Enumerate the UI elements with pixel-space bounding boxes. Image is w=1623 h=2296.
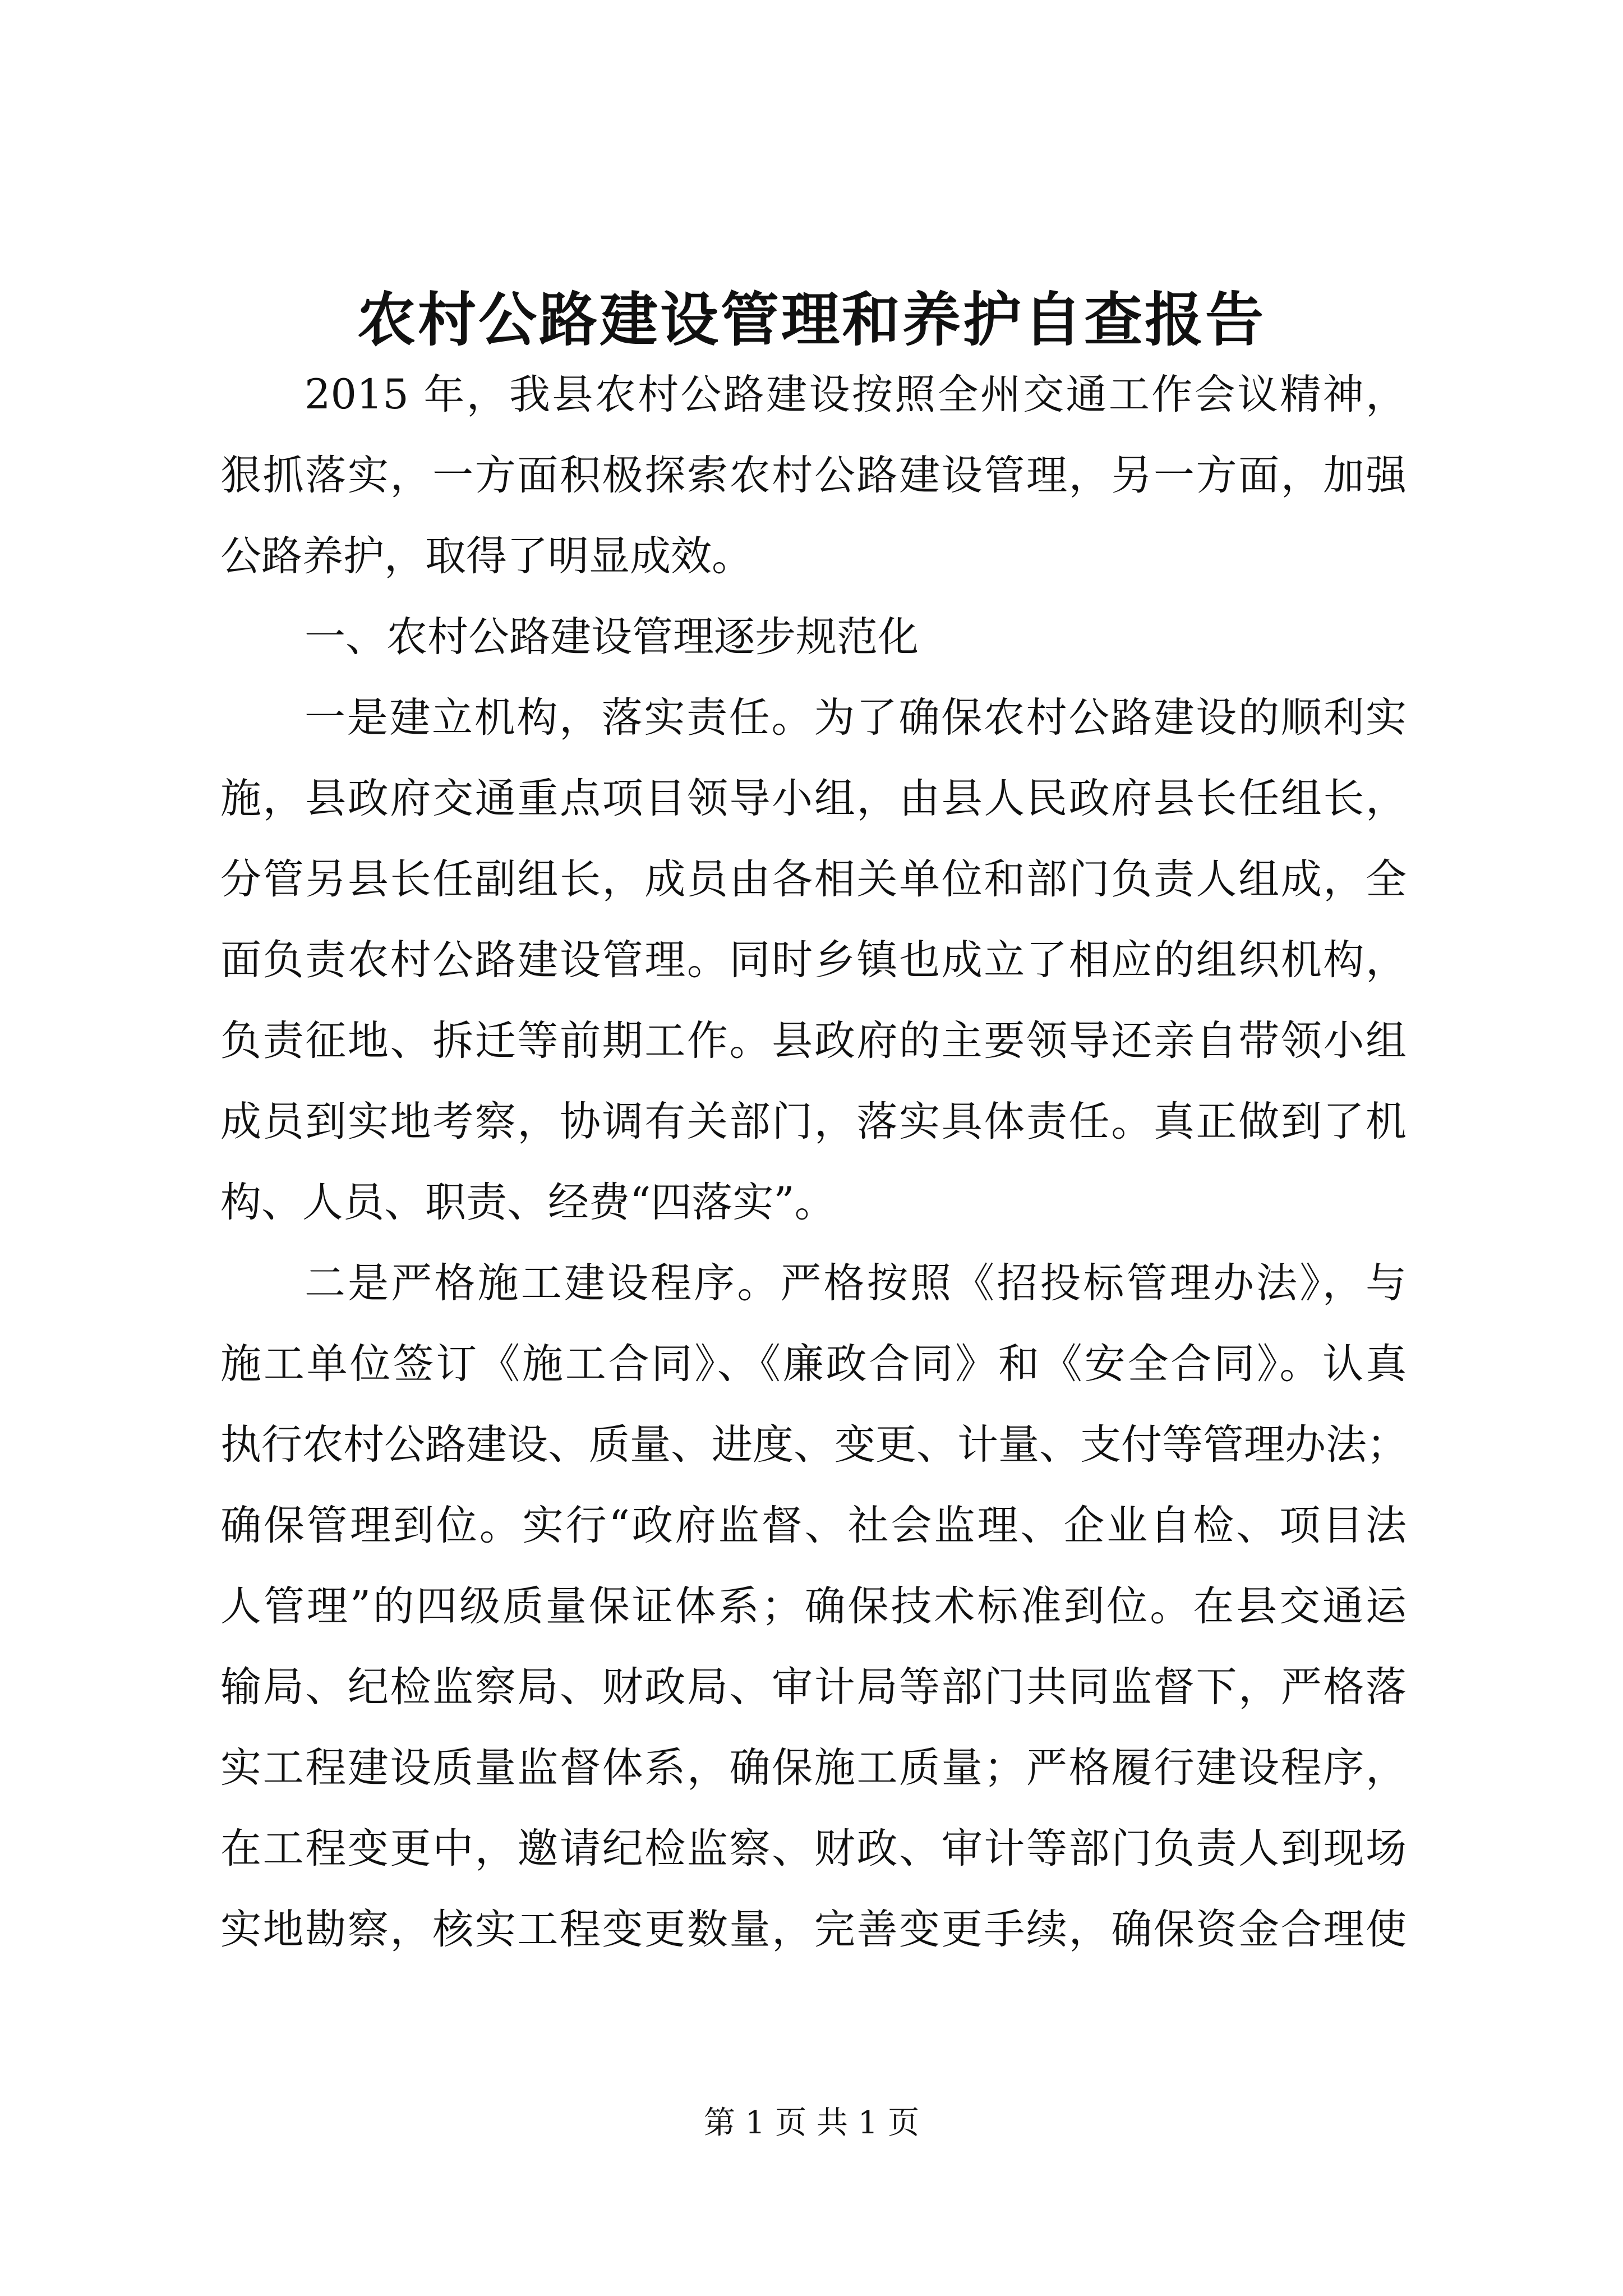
- document-body: [220, 355, 1407, 1970]
- paragraph-line: 在工程变更中，邀请纪检监察、财政、审计等部门负责人到现场: [220, 1825, 1407, 1872]
- paragraph-line: 负责征地、拆迁等前期工作。县政府的主要领导还亲自带领小组: [220, 1017, 1407, 1065]
- paragraph-line: 分管另县长任副组长，成员由各相关单位和部门负责人组成，全: [220, 855, 1407, 903]
- paragraph-line: 一是建立机构，落实责任。为了确保农村公路建设的顺利实: [305, 694, 1407, 742]
- paragraph-line: 实地勘察，核实工程变更数量，完善变更手续，确保资金合理使: [220, 1906, 1407, 1953]
- paragraph-line: 施，县政府交通重点项目领导小组，由县人民政府县长任组长，: [220, 775, 1407, 822]
- paragraph-line: 执行农村公路建设、质量、进度、变更、计量、支付等管理办法；: [220, 1421, 1408, 1469]
- paragraph-line: 确保管理到位。实行“政府监督、社会监理、企业自检、项目法: [220, 1502, 1407, 1549]
- paragraph-line: 输局、纪检监察局、财政局、审计局等部门共同监督下，严格落: [220, 1663, 1407, 1711]
- paragraph-line: 施工单位签订《施工合同》、《廉政合同》和《安全合同》。认真: [220, 1340, 1407, 1388]
- page-number-footer: 第 1 页 共 1 页: [703, 2105, 920, 2141]
- paragraph-line: 实工程建设质量监督体系，确保施工质量；严格履行建设程序，: [220, 1744, 1407, 1792]
- paragraph-line: 公路养护，取得了明显成效。: [220, 532, 753, 580]
- paragraph-line: 狠抓落实，一方面积极探索农村公路建设管理，另一方面，加强: [220, 452, 1407, 499]
- section-heading: 一、农村公路建设管理逐步规范化: [305, 613, 919, 661]
- paragraph-line: 2015 年，我县农村公路建设按照全州交通工作会议精神，: [305, 371, 1407, 418]
- paragraph-line: 成员到实地考察，协调有关部门，落实具体责任。真正做到了机: [220, 1098, 1407, 1145]
- paragraph-line: 构、人员、职责、经费“四落实”。: [220, 1179, 836, 1226]
- document-title: 农村公路建设管理和养护自查报告: [357, 285, 1266, 354]
- paragraph-line: 人管理”的四级质量保证体系；确保技术标准到位。在县交通运: [220, 1582, 1407, 1630]
- paragraph-line: 面负责农村公路建设管理。同时乡镇也成立了相应的组织机构，: [220, 936, 1407, 984]
- paragraph-line: 二是严格施工建设程序。严格按照《招投标管理办法》，与: [305, 1259, 1407, 1307]
